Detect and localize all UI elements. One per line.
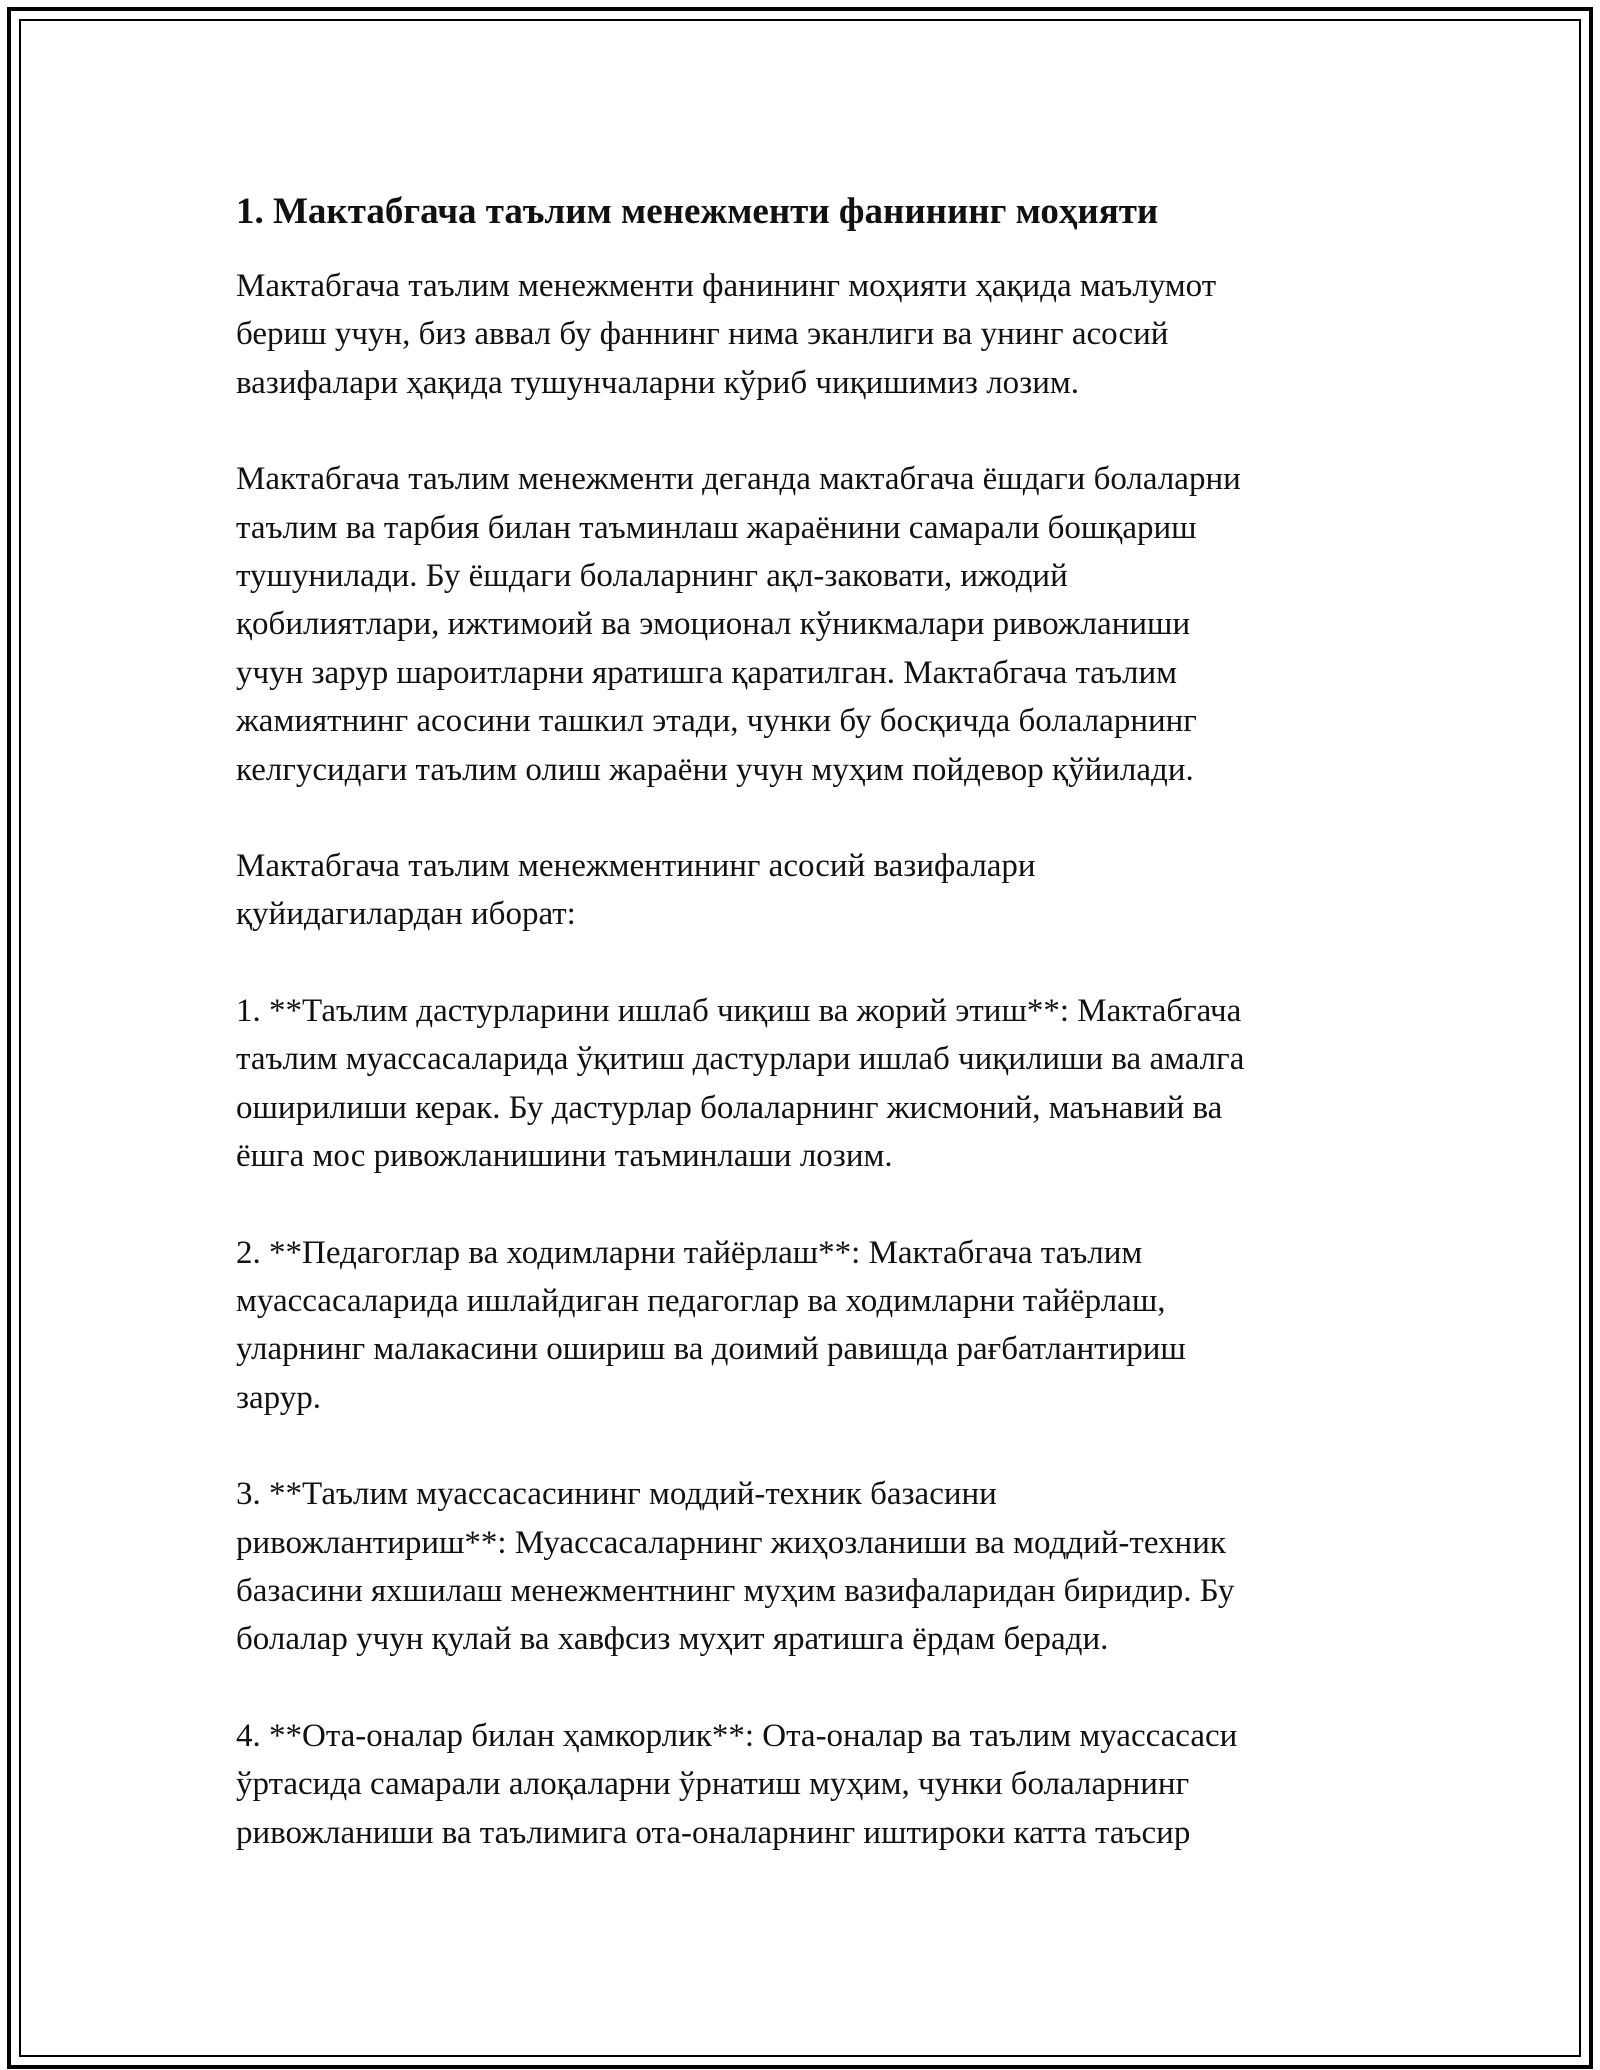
list-item-2: 2. **Педагоглар ва ходимларни тайёрлаш**: Мактабгача таълим муассасаларида ишлайдиган педагоглар ва ходимларни тайёрлаш, уларнинг малакасини ошириш ва доимий равишда рағбатлантириш зарур.: [236, 1234, 1186, 1416]
paragraph-tasks-intro: Мактабгача таълим менежментининг асосий вазифалари қуйидагилардан иборат:: [236, 848, 1036, 933]
list-item-3: 3. **Таълим муассасасининг моддий-техник базасини ривожлантириш**: Муассасаларнинг жиҳозланиши ва моддий-техник базасини яхшилаш менежментнинг муҳим вазифаларидан биридир. Бу болалар учун қулай ва хавфсиз муҳит яратишга ёрдам беради.: [236, 1476, 1235, 1658]
document-title: 1. Мактабгача таълим менежменти фанининг моҳияти: [236, 191, 1159, 232]
list-item-1: 1. **Таълим дастурларини ишлаб чиқиш ва жорий этиш**: Мактабгача таълим муассасаларида ўқитиш дастурлари ишлаб чиқилиши ва амалга оширилиши керак. Бу дастурлар болаларнинг жисмоний, маънавий ва ёшга мос ривожланишини таъминлаши лозим.: [236, 992, 1245, 1175]
list-item-4: 4. **Ота-оналар билан ҳамкорлик**: Ота-оналар ва таълим муассасаси ўртасида самарали алоқаларни ўрнатиш муҳим, чунки болаларнинг ривожланиши ва таълимига ота-оналарнинг иштироки катта таъсир: [236, 1717, 1238, 1851]
document-body: [236, 188, 1396, 1905]
paragraph-intro: Мактабгача таълим менежменти фанининг моҳияти ҳақида маълумот бериш учун, биз аввал бу фаннинг нима эканлиги ва унинг асосий вазифалари ҳақида тушунчаларни кўриб чиқишимиз лозим.: [236, 268, 1217, 401]
paragraph-definition: Мактабгача таълим менежменти деганда мактабгача ёшдаги болаларни таълим ва тарбия билан таъминлаш жараёнини самарали бошқариш тушунилади. Бу ёшдаги болаларнинг ақл-заковати, ижодий қобилиятлари, ижтимоий ва эмоционал кўникмалари ривожланиши учун зарур шароитларни яратишга қаратилган. Мактабгача таълим жамиятнинг асосини ташкил этади, чунки бу босқичда болаларнинг келгусидаги таълим олиш жараёни учун муҳим пойдевор қўйилади.: [236, 461, 1241, 788]
